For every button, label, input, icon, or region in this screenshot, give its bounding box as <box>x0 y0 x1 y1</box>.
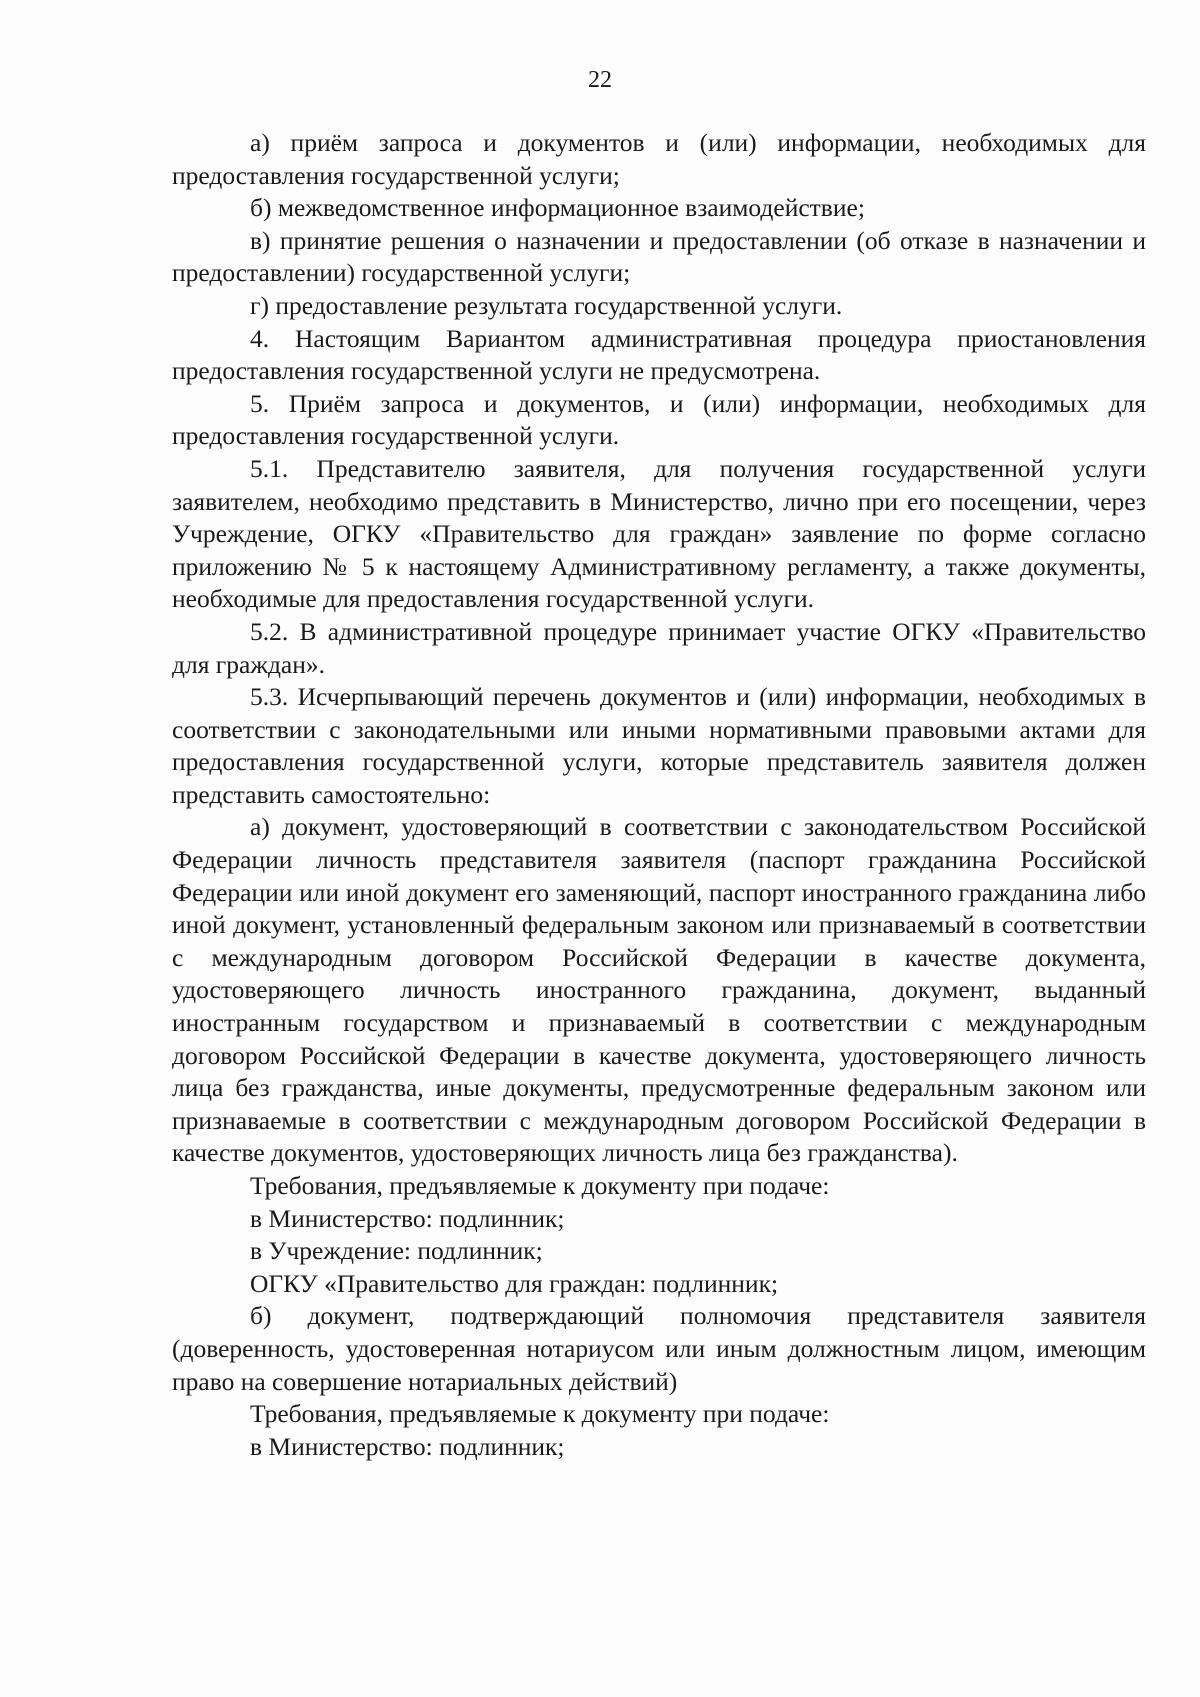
paragraph-item-b: б) межведомственное информационное взаимодействие; <box>250 193 865 223</box>
paragraph-5-3-b: б) документ, подтверждающий полномочия представителя заявителя (доверенность, удостоверенная нотариусом или иным должностным лицом, имеющим право на совершение нотариальных действий) <box>172 1301 1146 1396</box>
paragraph-item-g: г) предоставление результата государственной услуги. <box>250 290 843 320</box>
requirement-ministry: в Министерство: подлинник; <box>250 1203 565 1233</box>
paragraph-5: 5. Приём запроса и документов, и (или) информации, необходимых для предоставления государственной услуги. <box>172 388 1146 451</box>
page-number: 22 <box>588 67 612 93</box>
paragraph-5-1: 5.1. Представителю заявителя, для получения государственной услуги заявителем, необходимо представить в Министерство, лично при его посещении, через Учреждение, ОГКУ «Правительство для граждан» заявление по форме согласно приложению № 5 к настоящему Административному регламенту, а также документы, необходимые для предоставления государственной услуги. <box>172 453 1146 614</box>
paragraph-5-2: 5.2. В административной процедуре принимает участие ОГКУ «Правительство для граждан». <box>172 616 1146 679</box>
requirement-ogku: ОГКУ «Правительство для граждан: подлинник; <box>250 1268 779 1298</box>
paragraph-5-3: 5.3. Исчерпывающий перечень документов и (или) информации, необходимых в соответствии с законодательными или иными нормативными правовыми актами для предоставления государственной услуги, которые представитель заявителя должен представить самостоятельно: <box>172 682 1146 809</box>
paragraph-item-a: а) приём запроса и документов и (или) информации, необходимых для предоставления государственной услуги; <box>172 128 1146 190</box>
requirements-heading: Требования, предъявляемые к документу при подаче: <box>250 1171 830 1200</box>
requirement-institution: в Учреждение: подлинник; <box>250 1236 543 1266</box>
paragraph-5-3-a: а) документ, удостоверяющий в соответствии с законодательством Российской Федерации личность представителя заявителя (паспорт гражданина Российской Федерации или иной документ его заменяющий, паспорт иностранного гражданина либо иной документ, установленный федеральным законом или признаваемый в соответствии с международным договором Российской Федерации в качестве документа, удостоверяющего личность иностранного гражданина, документ, выданный иностранным государством и признаваемый в соответствии с международным договором Российской Федерации в качестве документа, удостоверяющего личность лица без гражданства, иные документы, предусмотренные федеральным законом или признаваемые в соответствии с международным договором Российской Федерации в качестве документов, удостоверяющих личность лица без гражданства). <box>172 812 1146 1168</box>
document-body <box>172 127 1146 1463</box>
requirement-ministry-2: в Министерство: подлинник; <box>250 1431 565 1461</box>
paragraph-4: 4. Настоящим Вариантом административная процедура приостановления предоставления государственной услуги не предусмотрена. <box>172 323 1146 386</box>
requirements-heading-2: Требования, предъявляемые к документу при подаче: <box>250 1399 830 1429</box>
paragraph-item-v: в) принятие решения о назначении и предоставлении (об отказе в назначении и предоставлении) государственной услуги; <box>172 225 1146 288</box>
